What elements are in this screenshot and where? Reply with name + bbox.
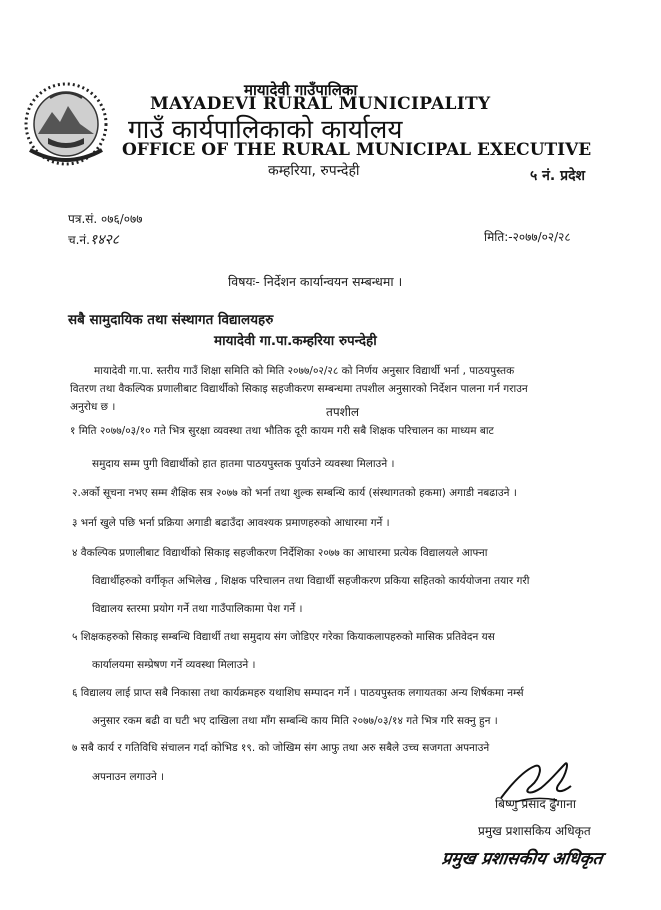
official-stamp: प्रमुख प्रशासकीय अधिकृत xyxy=(440,849,604,869)
signatory-title: प्रमुख प्रशासकिय अधिकृत xyxy=(478,824,591,838)
list-item: अनुसार रकम बढी वा घटी भए दाखिला तथा माँग सम्बन्धि काय मिति २०७७/०३/१४ गते भित्र गरि सक्नु हुन । xyxy=(92,715,498,727)
dispatch-number-value: १४२८ xyxy=(89,232,120,248)
municipality-name-en: MAYADEVI RURAL MUNICIPALITY xyxy=(150,94,491,114)
body-intro-line: वितरण तथा वैकल्पिक प्रणालीबाट विद्यार्थीको सिकाइ सहजीकरण सम्बन्धमा तपशील अनुसारको निर्देशन पालना गर्न गराउन xyxy=(70,383,528,395)
province-label: ५ नं. प्रदेश xyxy=(530,168,586,184)
office-name-np: गाउँ कार्यपालिकाको कार्यालय xyxy=(128,115,403,145)
list-item: कार्यालयमा सम्प्रेषण गर्ने व्यवस्था मिलाउने । xyxy=(92,659,256,671)
list-item: ४ वैकल्पिक प्रणालीबाट विद्यार्थीको सिकाइ सहजीकरण निर्देशिका २०७७ का आधारमा प्रत्येक विद्यालयले आफ्ना xyxy=(72,547,488,559)
nepal-emblem-icon xyxy=(20,78,112,170)
signatory-name: बिष्णु प्रसाद ढुंगाना xyxy=(495,797,576,811)
list-item: ५ शिक्षकहरुको सिकाइ सम्बन्धि विद्यार्थी तथा समुदाय संग जोडिएर गरेका कियाकलापहरुको मासिक प्रतिवेदन यस xyxy=(72,631,495,643)
list-item: समुदाय सम्म पुगी विद्यार्थीको हात हातमा पाठयपुस्तक पुर्याउने व्यवस्था मिलाउने । xyxy=(92,458,395,470)
list-item: अपनाउन लगाउने । xyxy=(92,771,165,783)
list-item: २.अर्को सूचना नभए सम्म शैक्षिक सत्र २०७७ को भर्ना तथा शुल्क सम्बन्धि कार्य (संस्थागतको हकमा) अगाडी नबढाउने । xyxy=(72,487,517,499)
addressee-line-2: मायादेवी गा.पा.कम्हरिया रुपन्देही xyxy=(214,333,377,349)
details-heading: तपशील xyxy=(326,405,360,419)
dispatch-number-label: च.नं. xyxy=(68,233,90,247)
letter-date: मिति:-२०७७/०२/२८ xyxy=(484,230,571,244)
office-address: कम्हरिया, रुपन्देही xyxy=(268,163,360,179)
list-item: ३ भर्ना खुले पछि भर्ना प्रक्रिया अगाडी बढाउँदा आवश्यक प्रमाणहरुको आधारमा गर्ने । xyxy=(72,517,390,529)
list-item: ६ विद्यालय लाई प्राप्त सबै निकासा तथा कार्यक्रमहरु यथाशिघ सम्पादन गर्ने । पाठयपुस्तक लगायतका अन्य शिर्षकमा नर्म्स xyxy=(72,687,524,699)
addressee-line-1: सबै सामुदायिक तथा संस्थागत विद्यालयहरु xyxy=(68,312,274,328)
office-name-en: OFFICE OF THE RURAL MUNICIPAL EXECUTIVE xyxy=(122,140,592,160)
letter-subject: विषयः- निर्देशन कार्यान्वयन सम्बन्धमा । xyxy=(228,274,403,289)
letter-reference-number: पत्र.सं. ०७६/०७७ xyxy=(68,212,143,226)
body-intro-line: मायादेवी गा.पा. स्तरीय गाउँ शिक्षा समिति को मिति २०७७/०२/२८ को निर्णय अनुसार विद्यार्थी भर्ना , पाठयपुस्तक xyxy=(94,365,515,377)
list-item: विद्यार्थीहरुको वर्गीकृत अभिलेख , शिक्षक परिचालन तथा विद्यार्थी सहजीकरण प्रकिया सहितको कार्ययोजना तयार गरी xyxy=(92,575,530,587)
municipality-name-np: मायादेवी गाउँपालिका xyxy=(244,81,358,99)
list-item: ७ सबै कार्य र गतिविधि संचालन गर्दा कोभिड १९. को जोखिम संग आफु तथा अरु सबैले उच्च सजगता अपनाउने xyxy=(72,742,490,754)
list-item: विद्यालय स्तरमा प्रयोग गर्ने तथा गाउँपालिकामा पेश गर्ने । xyxy=(92,603,303,615)
body-intro-line: अनुरोध छ । xyxy=(70,401,116,413)
list-item: १ मिति २०७७/०३/१० गते भित्र सुरक्षा व्यवस्था तथा भौतिक दूरी कायम गरी सबै शिक्षक परिचालन का माध्यम बाट xyxy=(70,425,494,437)
dispatch-number xyxy=(68,230,119,249)
